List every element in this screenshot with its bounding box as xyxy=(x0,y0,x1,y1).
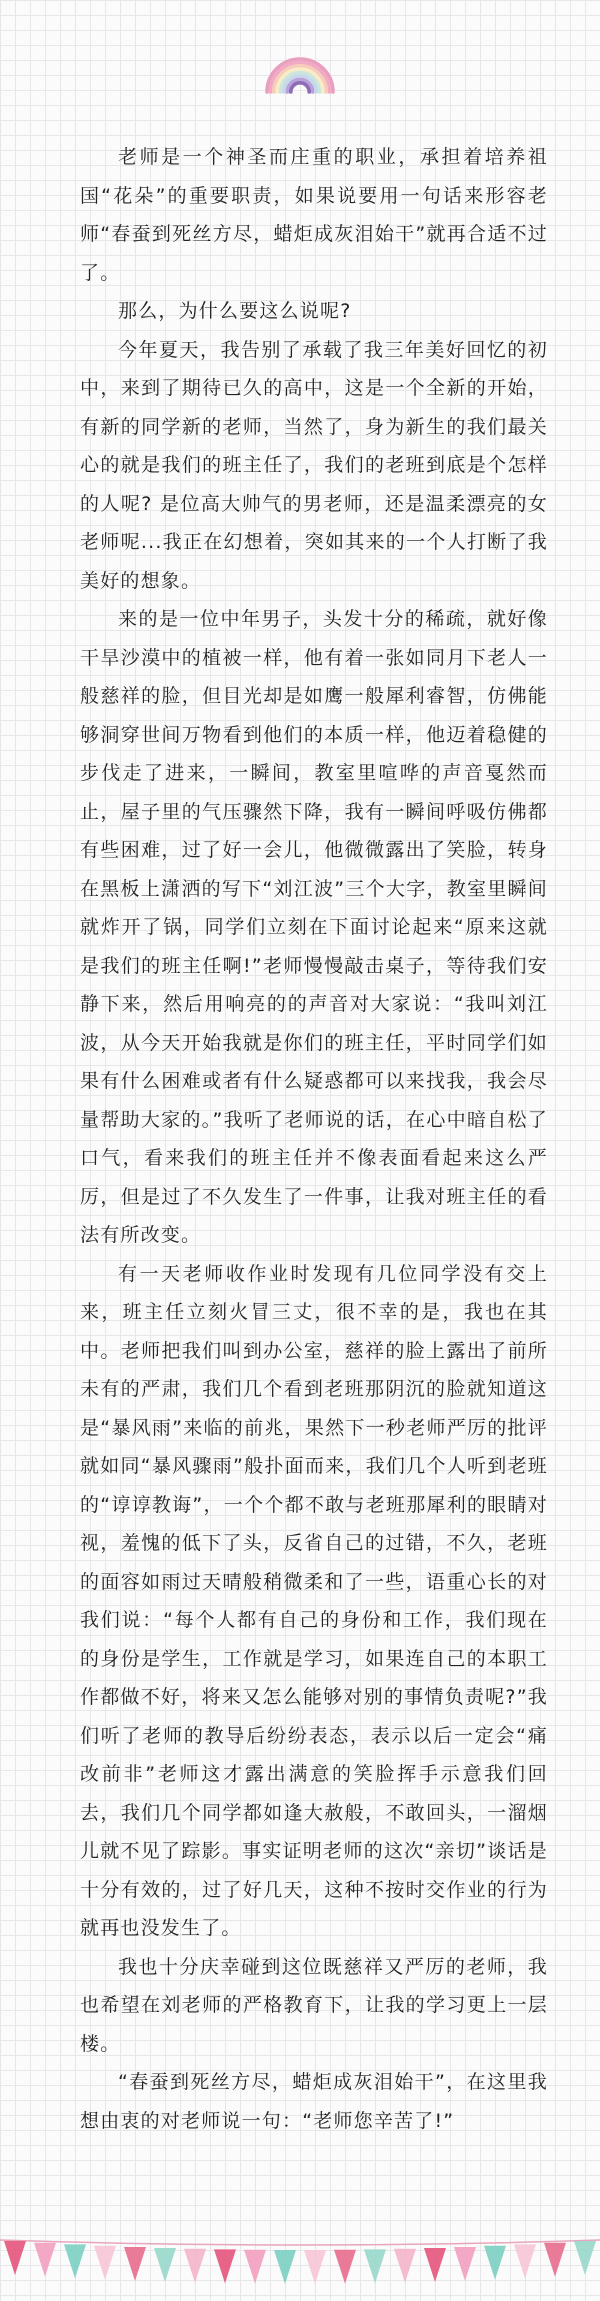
bunting-flag xyxy=(94,2246,116,2280)
bunting-string xyxy=(0,2240,600,2245)
bunting-flags-icon xyxy=(0,2228,600,2297)
footer-decoration xyxy=(0,2228,600,2297)
bunting-flag xyxy=(4,2241,26,2275)
paragraph-teacher-arrives: 来的是一位中年男子，头发十分的稀疏，就好像干旱沙漠中的植被一样，他有着一张如同月下老人一般慈祥的脸，但目光却是如鹰一般犀利睿智，仿佛能够洞穿世间万物看到他们的本质一样，他迈着稳健的步伐走了进来，一瞬间，教室里喧哗的声音戛然而止，屋子里的气压骤然下降，我有一瞬间呼吸仿佛都有些困难，过了好一会儿，他微微露出了笑脸，转身在黑板上潇洒的写下“刘江波”三个大字，教室里瞬间就炸开了锅，同学们立刻在下面讨论起来“原来这就是我们的班主任啊!”老师慢慢敲击桌子，等待我们安静下来，然后用响亮的的声音对大家说：“我叫刘江波，从今天开始我就是你们的班主任，平时同学们如果有什么困难或者有什么疑惑都可以来找我，我会尽量帮助大家的。”我听了老师说的话，在心中暗自松了口气，看来我们的班主任并不像表面看起来这么严厉，但是过了不久发生了一件事，让我对班主任的看法有所改变。 xyxy=(80,608,548,1246)
bunting-flag xyxy=(574,2241,596,2275)
bunting-flag xyxy=(484,2246,506,2280)
bunting-flag xyxy=(34,2243,56,2277)
bunting-flag xyxy=(124,2247,146,2281)
bunting-flag xyxy=(514,2244,536,2278)
paragraph-intro: 老师是一个神圣而庄重的职业，承担着培养祖国“花朵”的重要职责，如果说要用一句话来形容老师“春蚕到死丝方尽，蜡炬成灰泪始干”就再合适不过了。 xyxy=(80,146,548,284)
bunting-flag xyxy=(154,2248,176,2282)
bunting-flag xyxy=(364,2249,386,2283)
bunting-flag xyxy=(424,2248,446,2282)
rainbow-icon xyxy=(265,48,335,94)
article-body xyxy=(80,138,548,2140)
bunting-flag xyxy=(184,2249,206,2283)
bunting-flag xyxy=(394,2249,416,2283)
bunting-flag xyxy=(64,2244,86,2278)
rainbow-arc xyxy=(291,83,309,92)
paragraph-first-day: 今年夏天，我告别了承载了我三年美好回忆的初中，来到了期待已久的高中，这是一个全新的开始，有新的同学新的老师，当然了，身为新生的我们最关心的就是我们的班主任了，我们的老班到底是个怎样的人呢? 是位高大帅气的男老师，还是温柔漂亮的女老师呢...我正在幻想着，突如其来的一个人打断了我美好的想象。 xyxy=(80,338,548,592)
bunting-flag xyxy=(454,2247,476,2281)
bunting-flag xyxy=(334,2250,356,2284)
paragraph-closing: “春蚕到死丝方尽，蜡炬成灰泪始干”，在这里我想由衷的对老师说一句：“老师您辛苦了!” xyxy=(80,2071,548,2132)
bunting-flag xyxy=(304,2250,326,2284)
bunting-flag xyxy=(244,2250,266,2284)
paragraph-homework-incident: 有一天老师收作业时发现有几位同学没有交上来，班主任立刻火冒三丈，很不幸的是，我也在其中。老师把我们叫到办公室，慈祥的脸上露出了前所未有的严肃，我们几个看到老班那阴沉的脸就知道这是“暴风雨”来临的前兆，果然下一秒老师严厉的批评就如同“暴风骤雨”般扑面而来，我们几个人听到老班的“谆谆教诲”，一个个都不敢与老班那犀利的眼睛对视，羞愧的低下了头，反省自己的过错，不久，老班的面容如雨过天晴般稍微柔和了一些，语重心长的对我们说：“每个人都有自己的身份和工作，我们现在的身份是学生，工作就是学习，如果连自己的本职工作都做不好，将来又怎么能够对别的事情负责呢?”我们听了老师的教导后纷纷表态，表示以后一定会“痛改前非”老师这才露出满意的笑脸挥手示意我们回去，我们几个同学都如逢大赦般，不敢回头，一溜烟儿就不见了踪影。事实证明老师的这次“亲切”谈话是十分有效的，过了好几天，这种不按时交作业的行为就再也没发生了。 xyxy=(80,1262,548,1939)
bunting-flag xyxy=(544,2243,566,2277)
paragraph-gratitude: 我也十分庆幸碰到这位既慈祥又严厉的老师，我也希望在刘老师的严格教育下，让我的学习更上一层楼。 xyxy=(80,1955,548,2055)
bunting-flag xyxy=(274,2250,296,2284)
paragraph-question: 那么，为什么要这么说呢? xyxy=(118,300,352,322)
bunting-flag xyxy=(214,2249,236,2283)
header-decoration xyxy=(0,48,600,94)
